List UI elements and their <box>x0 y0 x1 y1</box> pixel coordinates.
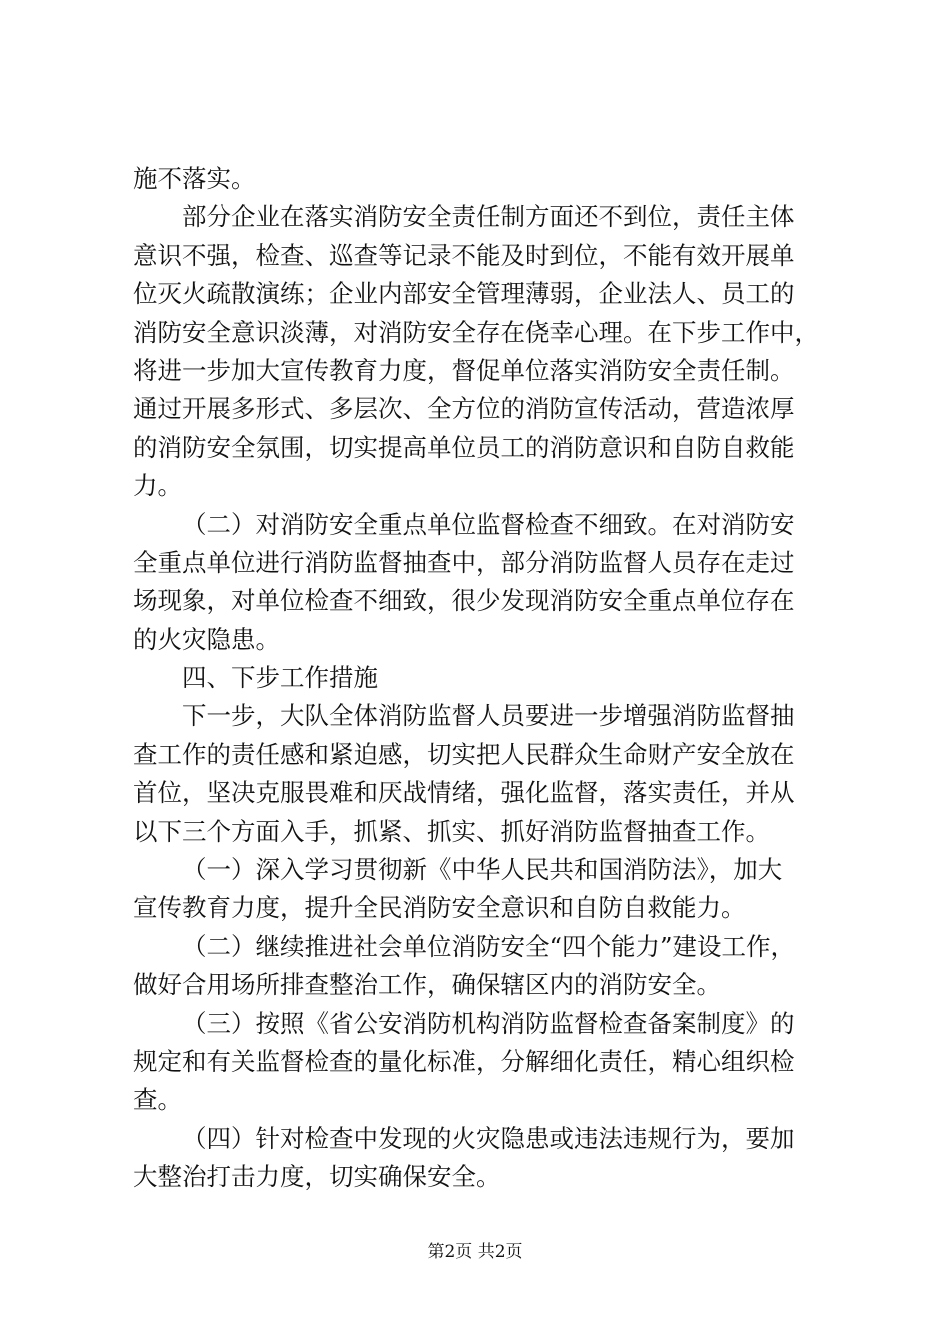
page-footer: 第2页 共2页 <box>427 1242 523 1262</box>
text-line: 全重点单位进行消防监督抽查中，部分消防监督人员存在走过 <box>133 547 795 577</box>
text-line: （二）对消防安全重点单位监督检查不细致。在对消防安 <box>182 509 795 539</box>
text-line: 消防安全意识淡薄，对消防安全存在侥幸心理。在下步工作中， <box>133 317 819 347</box>
text-line: 大整治打击力度，切实确保安全。 <box>133 1162 501 1192</box>
text-line: （四）针对检查中发现的火灾隐患或违法违规行为，要加 <box>182 1123 795 1153</box>
text-line: 施不落实。 <box>133 164 256 193</box>
text-line: 以下三个方面入手，抓紧、抓实、抓好消防监督抽查工作。 <box>133 816 770 846</box>
text-line: 首位，坚决克服畏难和厌战情绪，强化监督，落实责任，并从 <box>133 778 795 808</box>
text-line: （三）按照《省公安消防机构消防监督检查备案制度》的 <box>182 1008 795 1038</box>
document-body <box>133 160 833 1197</box>
text-line: 四、下步工作措施 <box>182 663 378 693</box>
text-line: （一）深入学习贯彻新《中华人民共和国消防法》，加大 <box>182 855 783 885</box>
text-line: 下一步，大队全体消防监督人员要进一步增强消防监督抽 <box>182 701 795 731</box>
text-line: 位灭火疏散演练；企业内部安全管理薄弱，企业法人、员工的 <box>133 279 795 309</box>
text-line: 部分企业在落实消防安全责任制方面还不到位，责任主体 <box>182 202 795 232</box>
text-line: 查工作的责任感和紧迫感，切实把人民群众生命财产安全放在 <box>133 739 795 769</box>
text-line: 做好合用场所排查整治工作，确保辖区内的消防安全。 <box>133 970 721 1000</box>
text-line: 力。 <box>133 471 182 501</box>
text-line: 将进一步加大宣传教育力度，督促单位落实消防安全责任制。 <box>133 355 795 385</box>
text-line: 的火灾隐患。 <box>133 624 280 654</box>
text-line: 的消防安全氛围，切实提高单位员工的消防意识和自防自救能 <box>133 432 795 462</box>
text-line: （二）继续推进社会单位消防安全“四个能力”建设工作， <box>182 931 796 961</box>
text-line: 意识不强，检查、巡查等记录不能及时到位，不能有效开展单 <box>133 240 795 270</box>
text-line: 查。 <box>133 1085 182 1115</box>
text-line: 场现象，对单位检查不细致，很少发现消防安全重点单位存在 <box>133 586 795 616</box>
text-line: 宣传教育力度，提升全民消防安全意识和自防自救能力。 <box>133 893 746 923</box>
text-line: 通过开展多形式、多层次、全方位的消防宣传活动，营造浓厚 <box>133 394 795 424</box>
text-line: 规定和有关监督检查的量化标准，分解细化责任，精心组织检 <box>133 1046 795 1076</box>
